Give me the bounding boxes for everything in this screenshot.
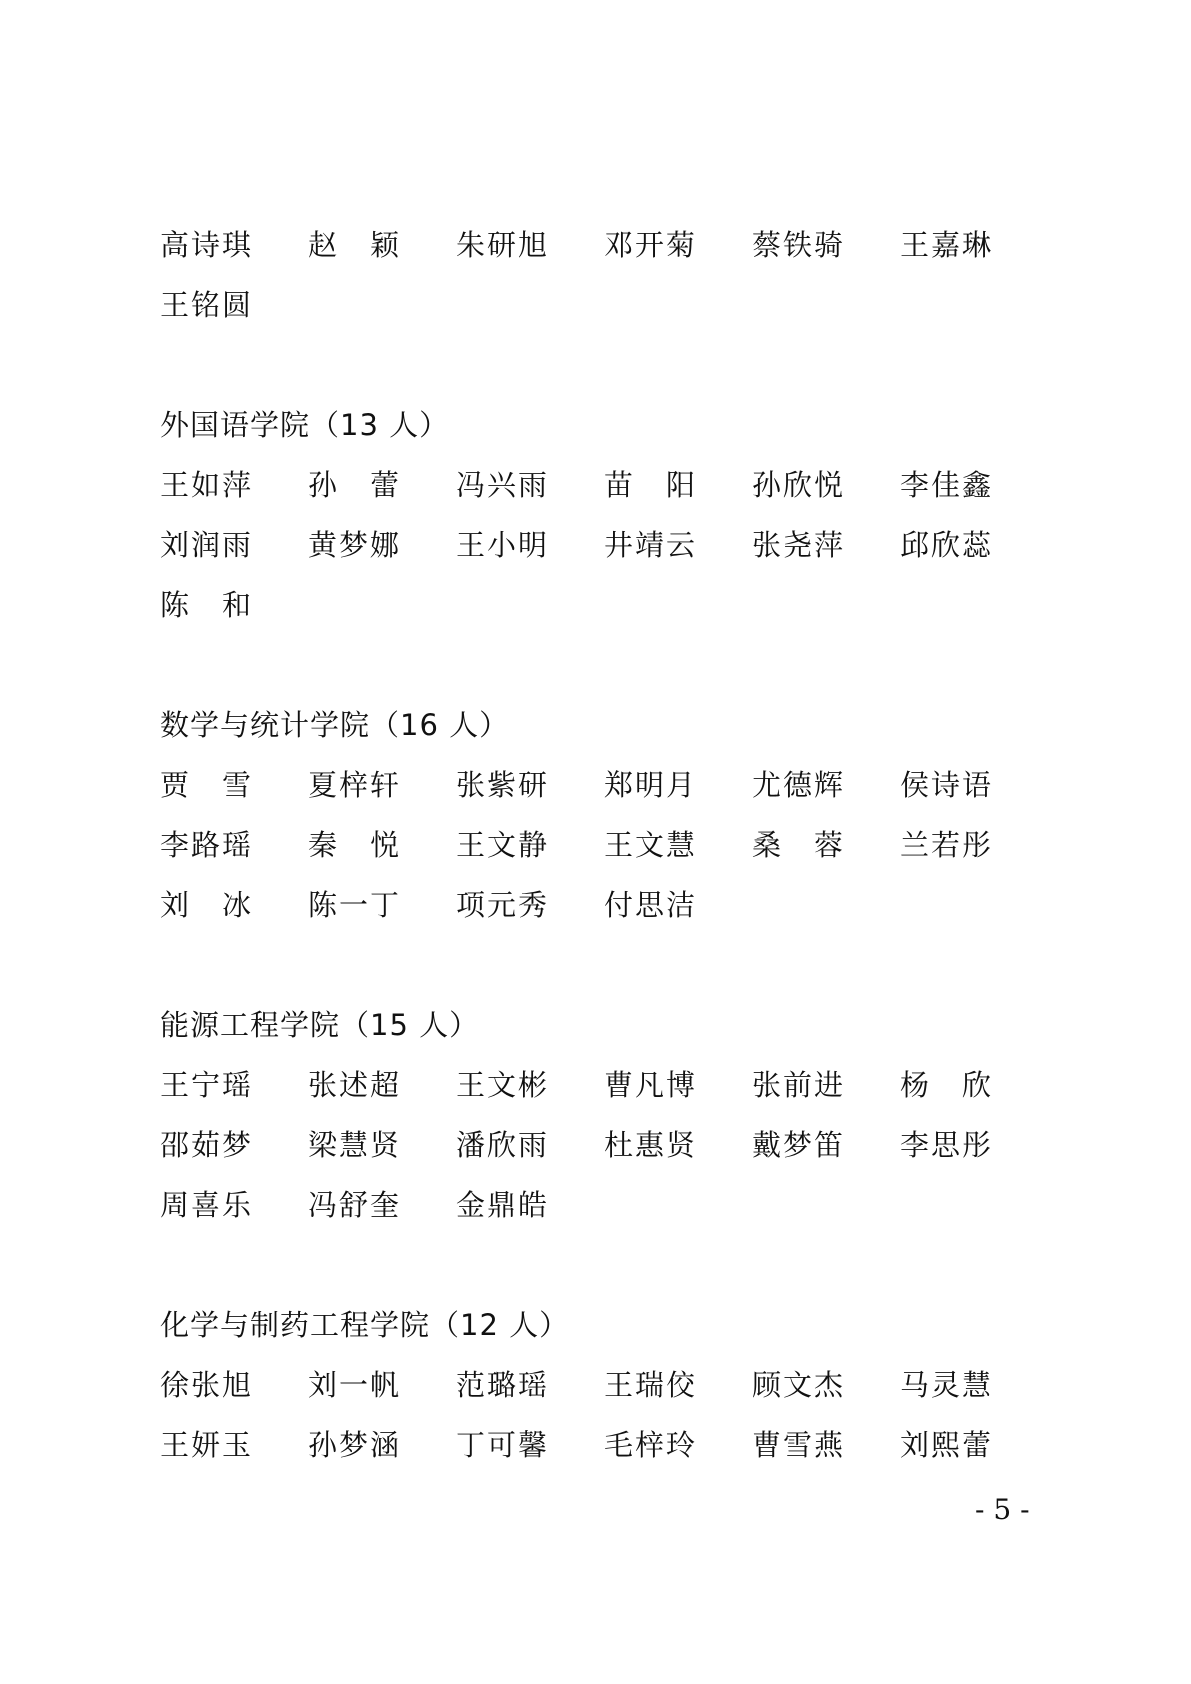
name-entry: 夏梓轩 [308,768,402,802]
name-entry: 桑 蓉 [752,828,846,862]
section-foreign-languages [160,395,1040,635]
name-entry: 范璐瑶 [456,1368,550,1402]
section-heading: 能源工程学院（15 人） [160,1008,480,1042]
name-entry: 井靖云 [604,528,698,562]
name-entry: 冯兴雨 [456,468,550,502]
name-entry: 项元秀 [456,888,550,922]
name-entry: 陈一丁 [308,888,402,922]
name-entry: 徐张旭 [160,1368,254,1402]
name-entry: 朱研旭 [456,228,550,262]
name-entry: 冯舒奎 [308,1188,402,1222]
name-entry: 马灵慧 [900,1368,994,1402]
name-entry: 付思洁 [604,888,698,922]
name-grid [160,755,1040,935]
section-heading: 化学与制药工程学院（12 人） [160,1308,570,1342]
name-entry: 王铭圆 [160,288,254,322]
name-entry: 王文静 [456,828,550,862]
name-entry: 孙欣悦 [752,468,846,502]
name-entry: 王瑞佼 [604,1368,698,1402]
name-entry: 邱欣蕊 [900,528,994,562]
name-entry: 戴梦笛 [752,1128,846,1162]
name-entry: 秦 悦 [308,828,402,862]
name-entry: 潘欣雨 [456,1128,550,1162]
name-entry: 张尧萍 [752,528,846,562]
name-entry: 丁可馨 [456,1428,550,1462]
name-entry: 高诗琪 [160,228,254,262]
name-entry: 侯诗语 [900,768,994,802]
name-entry: 邵茹梦 [160,1128,254,1162]
name-entry: 王小明 [456,528,550,562]
name-entry: 尤德辉 [752,768,846,802]
name-entry: 杨 欣 [900,1068,994,1102]
name-entry: 刘熙蕾 [900,1428,994,1462]
name-entry: 兰若彤 [900,828,994,862]
name-grid [160,455,1040,635]
name-entry: 曹雪燕 [752,1428,846,1462]
section-heading: 外国语学院（13 人） [160,408,450,442]
name-entry: 金鼎皓 [456,1188,550,1222]
name-entry: 赵 颖 [308,228,402,262]
name-entry: 陈 和 [160,588,254,622]
name-grid [160,1055,1040,1235]
name-entry: 李路瑶 [160,828,254,862]
name-entry: 王宁瑶 [160,1068,254,1102]
section-chemistry-pharma [160,1295,1040,1475]
name-entry: 李思彤 [900,1128,994,1162]
name-grid [160,1355,1040,1475]
name-entry: 张述超 [308,1068,402,1102]
section-energy-engineering [160,995,1040,1235]
name-entry: 刘润雨 [160,528,254,562]
name-entry: 王文慧 [604,828,698,862]
name-entry: 郑明月 [604,768,698,802]
section-heading: 数学与统计学院（16 人） [160,708,510,742]
name-entry: 蔡铁骑 [752,228,846,262]
section-continued [160,215,1040,335]
name-entry: 王文彬 [456,1068,550,1102]
name-entry: 顾文杰 [752,1368,846,1402]
name-entry: 刘 冰 [160,888,254,922]
name-list-document [160,215,1040,1535]
name-entry: 李佳鑫 [900,468,994,502]
name-entry: 孙 蕾 [308,468,402,502]
name-entry: 周喜乐 [160,1188,254,1222]
name-entry: 梁慧贤 [308,1128,402,1162]
name-entry: 王如萍 [160,468,254,502]
name-entry: 黄梦娜 [308,528,402,562]
name-entry: 张紫研 [456,768,550,802]
name-entry: 苗 阳 [604,468,698,502]
name-entry: 杜惠贤 [604,1128,698,1162]
section-math-statistics [160,695,1040,935]
name-entry: 孙梦涵 [308,1428,402,1462]
name-entry: 张前进 [752,1068,846,1102]
page-number: - 5 - [975,1493,1030,1526]
name-entry: 王妍玉 [160,1428,254,1462]
name-entry: 曹凡博 [604,1068,698,1102]
name-entry: 刘一帆 [308,1368,402,1402]
name-entry: 邓开菊 [604,228,698,262]
name-entry: 王嘉琳 [900,228,994,262]
name-entry: 毛梓玲 [604,1428,698,1462]
name-grid [160,215,1040,335]
name-entry: 贾 雪 [160,768,254,802]
